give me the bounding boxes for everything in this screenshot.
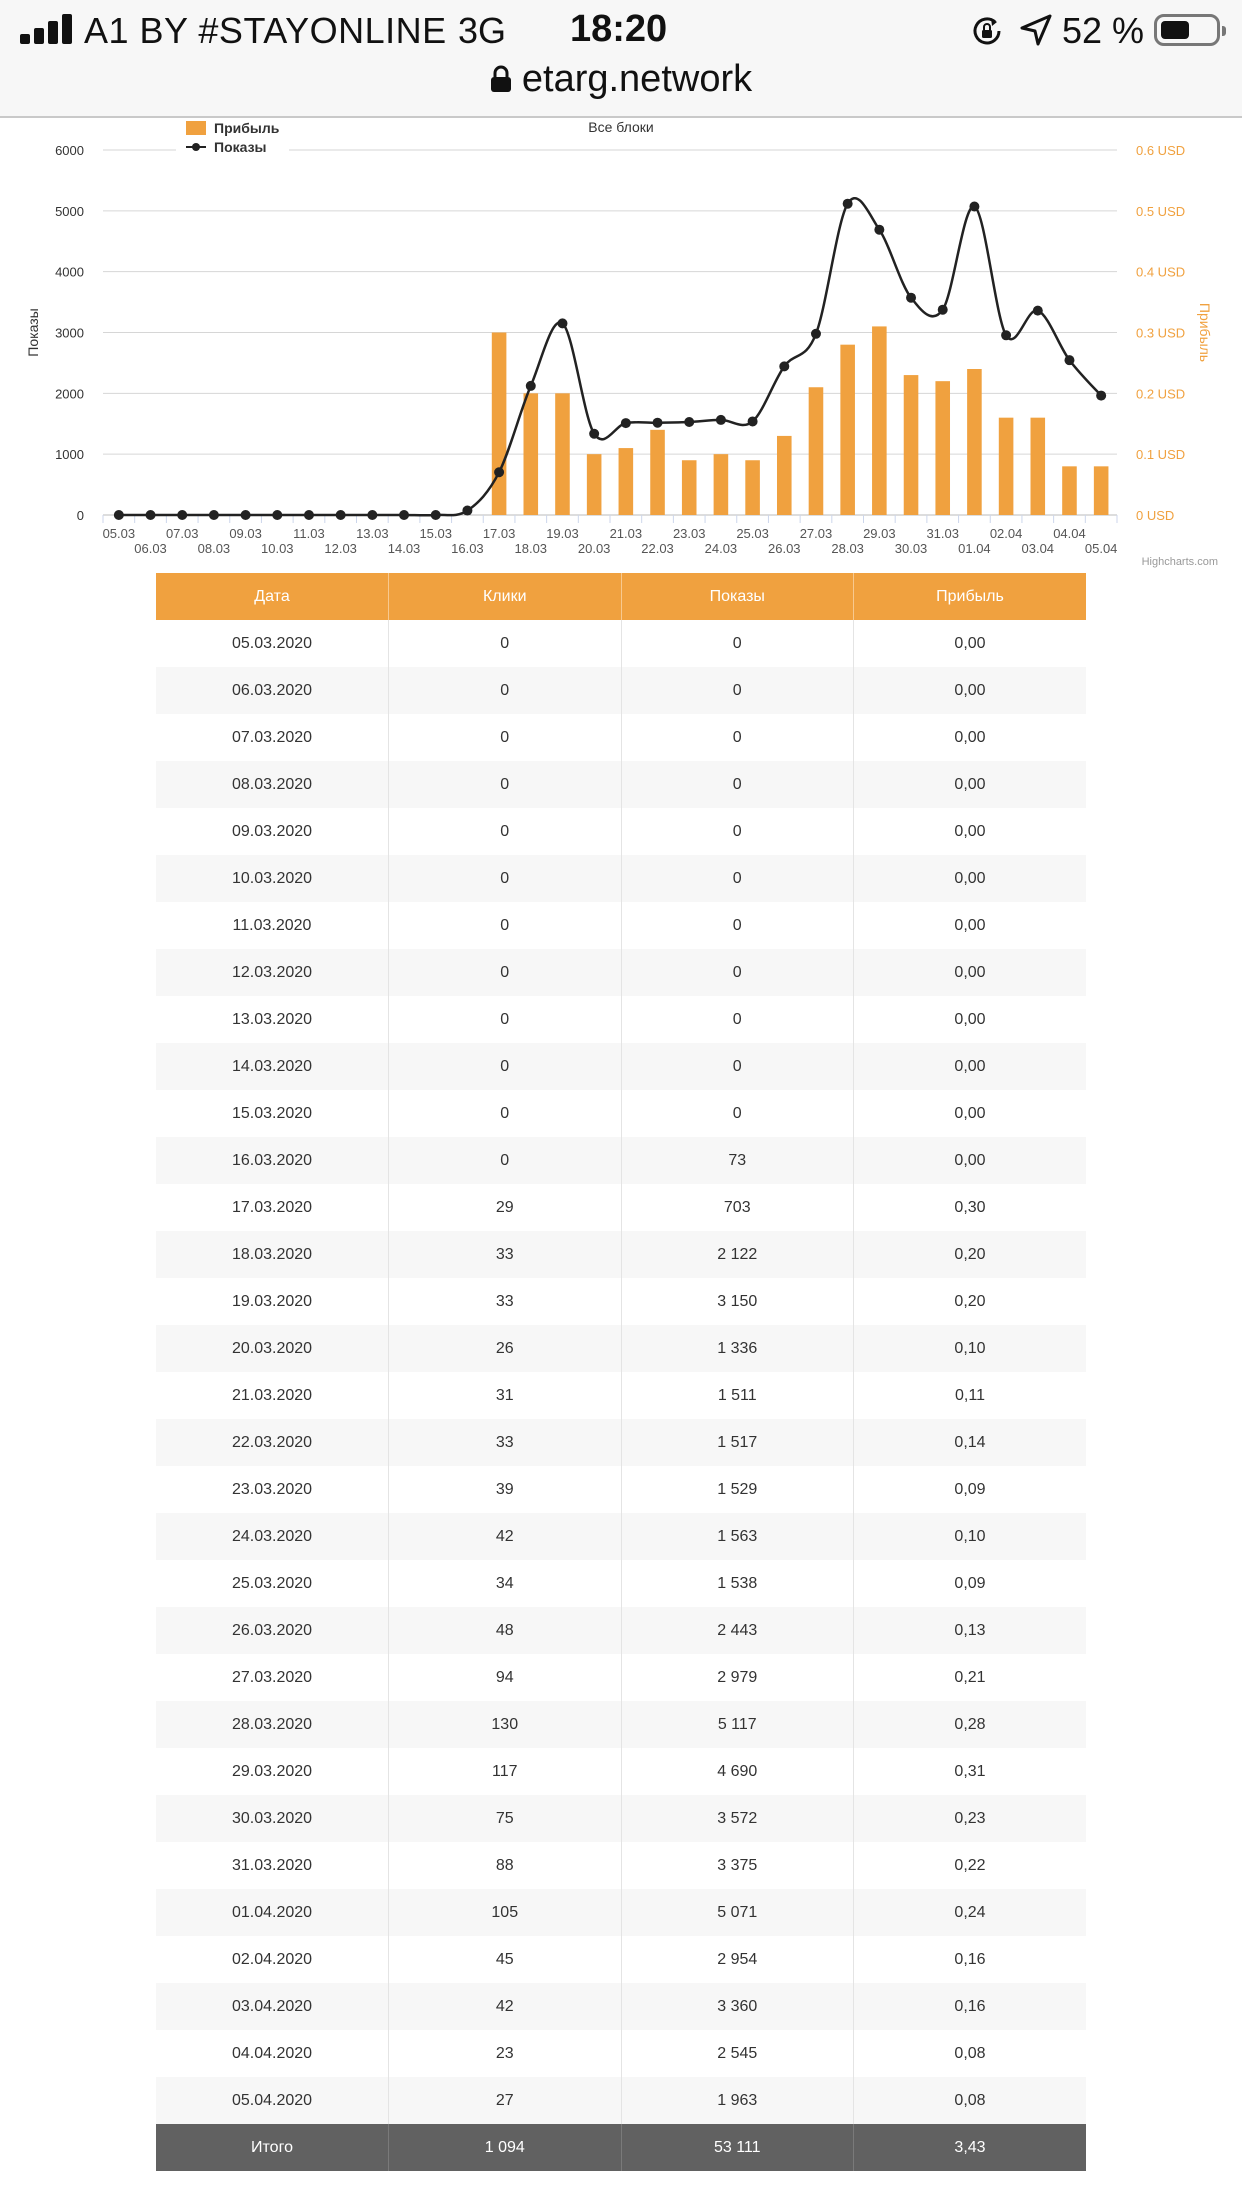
point-views [399, 510, 409, 520]
point-views [367, 510, 377, 520]
table-row [156, 1090, 1086, 1137]
y-left-axis-title: Показы [25, 308, 41, 357]
table-row [156, 620, 1086, 667]
bar-profit [840, 345, 855, 515]
cell-clicks: 29 [389, 1184, 622, 1231]
cell-profit: 0,00 [854, 761, 1087, 808]
cell-date: 20.03.2020 [156, 1325, 389, 1372]
cell-date: 13.03.2020 [231, 1010, 313, 1028]
table-row [156, 1325, 1086, 1372]
bar-profit [745, 460, 760, 515]
cell-views: 2 979 [621, 1654, 854, 1701]
point-views [431, 510, 441, 520]
cell-views: 0 [621, 1090, 854, 1137]
cell-date: 12.03.2020 [156, 949, 389, 996]
cell-profit: 0,22 [854, 1842, 1087, 1889]
cell-views: 0 [621, 808, 854, 855]
browser-top-bar [0, 0, 1242, 118]
y-right-tick-label: 0.3 USD [1136, 325, 1186, 341]
x-tick-label: 30.03 [894, 541, 928, 556]
bar-profit [619, 448, 634, 515]
cell-profit: 0,31 [854, 1748, 1087, 1795]
cell-clicks: 42 [389, 1983, 622, 2030]
legend-label-views: Показы [214, 139, 267, 155]
table-header-row [156, 573, 1086, 620]
table-row [156, 1936, 1086, 1983]
cell-views: 0 [621, 855, 854, 902]
cell-date: 24.03.2020 [156, 1513, 389, 1560]
cell-date: 03.04.2020 [156, 1983, 389, 2030]
bar-profit [492, 333, 507, 516]
cell-profit: 0,13 [854, 1607, 1087, 1654]
cell-date: 26.03.2020 [156, 1607, 389, 1654]
cell-profit: 0,00 [854, 808, 1087, 855]
y-right-tick-label: 0.4 USD [1136, 264, 1186, 280]
column-header-date[interactable]: Дата [156, 573, 389, 620]
table-row [156, 808, 1086, 855]
y-left-tick-label: 1000 [55, 447, 84, 463]
y-right-tick-label: 0.5 USD [1136, 203, 1186, 219]
x-tick-label: 02.04 [989, 526, 1023, 541]
rotation-lock-icon [970, 14, 1004, 48]
cell-profit: 0,00 [854, 949, 1087, 996]
x-tick-label: 11.03 [293, 526, 325, 541]
chart-credits[interactable]: Highcharts.com [1141, 556, 1218, 568]
cell-profit: 0,00 [854, 714, 1087, 761]
cell-views: 2 545 [621, 2030, 854, 2077]
x-tick-label: 01.04 [958, 541, 991, 556]
cell-clicks: 26 [389, 1325, 622, 1372]
cell-date: 06.03.2020 [156, 667, 389, 714]
cell-views: 4 690 [621, 1748, 854, 1795]
table-row [156, 996, 1086, 1043]
cell-views: 5 117 [621, 1701, 854, 1748]
x-tick-label: 08.03 [197, 541, 231, 556]
cell-date: 09.03.2020 [231, 822, 313, 840]
cell-clicks: 0 [389, 855, 622, 902]
cell-views: 0 [621, 761, 854, 808]
point-views [557, 318, 567, 328]
point-views [716, 415, 726, 425]
legend-item-views[interactable] [186, 139, 279, 158]
table-total-row [156, 2124, 1086, 2171]
x-tick-label: 28.03 [831, 541, 864, 556]
total-label: Итого [156, 2124, 389, 2171]
x-tick-label: 05.03 [102, 526, 136, 541]
cell-date: 07.03.2020 [231, 728, 313, 746]
cell-profit: 0,14 [854, 1419, 1087, 1466]
x-tick-label: 15.03 [419, 526, 452, 541]
cell-profit: 0,10 [854, 1513, 1087, 1560]
cell-profit: 0,00 [854, 855, 1087, 902]
cell-clicks: 33 [389, 1231, 622, 1278]
cell-clicks: 0 [389, 1137, 622, 1184]
point-views [336, 510, 346, 520]
cell-date: 22.03.2020 [156, 1419, 389, 1466]
cell-clicks: 117 [389, 1748, 622, 1795]
cell-views: 703 [621, 1184, 854, 1231]
cell-clicks: 27 [389, 2077, 622, 2124]
x-tick-label: 05.04 [1084, 541, 1118, 556]
url-text: etarg.network [521, 58, 753, 100]
table-row [156, 1795, 1086, 1842]
y-left-tick-label: 3000 [55, 325, 84, 341]
cell-views: 0 [621, 1043, 854, 1090]
point-views [589, 429, 599, 439]
cell-profit: 0,00 [854, 1090, 1087, 1137]
table-row [156, 1748, 1086, 1795]
x-tick-label: 10.03 [261, 541, 294, 556]
table-row [156, 761, 1086, 808]
x-tick-label: 09.03 [229, 526, 262, 541]
x-tick-label: 12.03 [324, 541, 357, 556]
point-views [811, 329, 821, 339]
cell-date: 18.03.2020 [156, 1231, 389, 1278]
bar-profit [777, 436, 792, 515]
table-row [156, 1842, 1086, 1889]
total-views: 53 111 [621, 2124, 854, 2171]
cell-profit: 0,24 [854, 1889, 1087, 1936]
table-row [156, 1889, 1086, 1936]
cell-views: 3 360 [621, 1983, 854, 2030]
point-views [653, 418, 663, 428]
table-row [156, 855, 1086, 902]
cell-views: 1 538 [621, 1560, 854, 1607]
point-views [272, 510, 282, 520]
table-row [156, 949, 1086, 996]
bar-profit [872, 326, 887, 515]
column-header-profit[interactable]: Прибыль [854, 573, 1087, 620]
cell-views: 1 336 [621, 1325, 854, 1372]
bar-profit [555, 393, 570, 515]
point-views [146, 510, 156, 520]
cell-date: 31.03.2020 [231, 1856, 313, 1874]
legend-item-profit[interactable] [186, 120, 279, 139]
location-arrow-icon [1018, 12, 1054, 48]
cell-clicks: 33 [389, 1419, 622, 1466]
lock-icon [490, 65, 512, 93]
bar-profit [1030, 418, 1045, 515]
point-views [462, 506, 472, 516]
point-views [209, 510, 219, 520]
cell-views: 0 [621, 620, 854, 667]
bar-profit [809, 387, 824, 515]
point-views [1001, 330, 1011, 340]
cell-profit: 0,00 [854, 1137, 1087, 1184]
point-views [526, 381, 536, 391]
cell-views: 0 [621, 667, 854, 714]
stats-chart [0, 118, 1242, 570]
cell-profit: 0,08 [854, 2030, 1087, 2077]
cell-clicks: 31 [389, 1372, 622, 1419]
cell-clicks: 0 [389, 808, 622, 855]
cell-profit: 0,21 [854, 1654, 1087, 1701]
x-tick-label: 07.03 [165, 526, 199, 541]
network-type: 3G [458, 10, 507, 51]
cell-clicks: 0 [389, 996, 622, 1043]
cell-clicks: 94 [389, 1654, 622, 1701]
cell-profit: 0,28 [854, 1701, 1087, 1748]
table-row [156, 1137, 1086, 1184]
point-views [177, 510, 187, 520]
point-views [304, 510, 314, 520]
point-views [114, 510, 124, 520]
table-row [156, 1654, 1086, 1701]
x-tick-label: 23.03 [672, 526, 706, 541]
cell-clicks: 0 [389, 1043, 622, 1090]
x-tick-label: 24.03 [704, 541, 738, 556]
bar-profit [904, 375, 919, 515]
table-row [156, 1701, 1086, 1748]
cell-date: 17.03.2020 [231, 1198, 313, 1216]
cell-profit: 0,00 [854, 902, 1087, 949]
table-row [156, 1372, 1086, 1419]
cell-profit: 0,11 [854, 1372, 1087, 1419]
cell-date: 04.04.2020 [231, 2044, 313, 2062]
cell-date: 10.03.2020 [156, 855, 389, 902]
x-tick-label: 27.03 [799, 526, 833, 541]
table-row [156, 1466, 1086, 1513]
y-right-tick-label: 0.1 USD [1136, 447, 1186, 463]
y-left-tick-label: 5000 [55, 203, 84, 219]
cell-views: 3 375 [621, 1842, 854, 1889]
cell-date: 14.03.2020 [156, 1043, 389, 1090]
table-body [156, 620, 1086, 2124]
cell-clicks: 0 [389, 714, 622, 761]
battery-percent: 52 % [1062, 10, 1145, 51]
cell-clicks: 75 [389, 1795, 622, 1842]
cell-profit: 0,10 [854, 1325, 1087, 1372]
cell-views: 2 954 [621, 1936, 854, 1983]
cell-clicks: 45 [389, 1936, 622, 1983]
table-row [156, 902, 1086, 949]
bar-profit [967, 369, 982, 515]
table-row [156, 1560, 1086, 1607]
y-right-tick-label: 0.2 USD [1136, 386, 1186, 402]
cell-clicks: 0 [389, 902, 622, 949]
table-row [156, 1278, 1086, 1325]
table-row [156, 667, 1086, 714]
cell-views: 3 572 [621, 1795, 854, 1842]
stats-table [156, 573, 1086, 2171]
cell-date: 05.04.2020 [156, 2077, 389, 2124]
total-profit: 3,43 [854, 2124, 1087, 2171]
battery-icon [1154, 14, 1220, 46]
cell-views: 1 963 [621, 2077, 854, 2124]
bar-profit [682, 460, 697, 515]
cell-date: 29.03.2020 [231, 1762, 313, 1780]
x-tick-label: 06.03 [134, 541, 167, 556]
cell-profit: 0,23 [854, 1795, 1087, 1842]
cell-clicks: 48 [389, 1607, 622, 1654]
cell-profit: 0,00 [854, 996, 1087, 1043]
legend-bar-swatch [186, 121, 206, 135]
cell-views: 1 529 [621, 1466, 854, 1513]
cell-views: 0 [621, 902, 854, 949]
table-row [156, 714, 1086, 761]
cell-views: 0 [621, 949, 854, 996]
cell-profit: 0,30 [854, 1184, 1087, 1231]
x-tick-label: 04.04 [1053, 526, 1086, 541]
cell-views: 5 071 [621, 1889, 854, 1936]
cell-profit: 0,20 [854, 1278, 1087, 1325]
chart-svg [0, 118, 1242, 570]
point-views [874, 225, 884, 235]
x-tick-label: 31.03 [926, 526, 959, 541]
cell-clicks: 0 [389, 620, 622, 667]
point-views [494, 467, 504, 477]
point-views [969, 202, 979, 212]
x-tick-label: 17.03 [482, 526, 516, 541]
line-views [119, 198, 1101, 515]
x-tick-label: 03.04 [1021, 541, 1055, 556]
y-left-tick-label: 0 [76, 508, 84, 523]
point-views [906, 293, 916, 303]
bar-profit [523, 393, 538, 515]
x-tick-label: 29.03 [863, 526, 896, 541]
cell-clicks: 88 [389, 1842, 622, 1889]
cell-profit: 0,00 [854, 667, 1087, 714]
table-row [156, 1513, 1086, 1560]
x-tick-label: 25.03 [736, 526, 769, 541]
point-views [748, 416, 758, 426]
cell-date: 27.03.2020 [231, 1668, 313, 1686]
status-bar [0, 0, 1242, 62]
x-tick-label: 13.03 [356, 526, 389, 541]
cell-clicks: 0 [389, 667, 622, 714]
cell-profit: 0,16 [854, 1936, 1087, 1983]
x-tick-label: 22.03 [641, 541, 674, 556]
x-tick-label: 16.03 [451, 541, 484, 556]
cell-views: 3 150 [621, 1278, 854, 1325]
table-row [156, 1231, 1086, 1278]
x-tick-label: 21.03 [609, 526, 643, 541]
cell-clicks: 42 [389, 1513, 622, 1560]
bar-profit [587, 454, 602, 515]
point-views [938, 305, 948, 315]
point-views [621, 418, 631, 428]
cell-profit: 0,20 [854, 1231, 1087, 1278]
column-header-views[interactable]: Показы [621, 573, 854, 620]
y-left-tick-label: 4000 [55, 264, 84, 280]
cell-profit: 0,09 [854, 1466, 1087, 1513]
table-row [156, 2030, 1086, 2077]
cell-profit: 0,00 [854, 1043, 1087, 1090]
cell-clicks: 23 [389, 2030, 622, 2077]
point-views [241, 510, 251, 520]
cell-clicks: 39 [389, 1466, 622, 1513]
point-views [1033, 306, 1043, 316]
y-right-tick-label: 0.6 USD [1136, 143, 1186, 158]
bar-profit [1062, 466, 1077, 515]
point-views [843, 199, 853, 209]
total-clicks: 1 094 [389, 2124, 622, 2171]
cell-profit: 0,09 [854, 1560, 1087, 1607]
bar-profit [999, 418, 1014, 515]
cell-date: 02.04.2020 [231, 1950, 313, 1968]
cell-views: 1 563 [621, 1513, 854, 1560]
cell-date: 16.03.2020 [156, 1137, 389, 1184]
cell-date: 28.03.2020 [156, 1701, 389, 1748]
cell-clicks: 0 [389, 1090, 622, 1137]
table-row [156, 1184, 1086, 1231]
point-views [779, 361, 789, 371]
table-row [156, 1419, 1086, 1466]
table-row [156, 1043, 1086, 1090]
status-time: 18:20 [570, 8, 668, 50]
x-tick-label: 19.03 [546, 526, 579, 541]
cell-date: 19.03.2020 [231, 1292, 313, 1310]
cell-clicks: 34 [389, 1560, 622, 1607]
bar-profit [650, 430, 665, 515]
cell-views: 1 517 [621, 1419, 854, 1466]
cell-date: 25.03.2020 [231, 1574, 313, 1592]
x-tick-label: 26.03 [768, 541, 801, 556]
signal-icon [20, 14, 74, 44]
cell-views: 73 [621, 1137, 854, 1184]
cell-profit: 0,16 [854, 1983, 1087, 2030]
cell-date: 08.03.2020 [156, 761, 389, 808]
cell-views: 2 443 [621, 1607, 854, 1654]
point-views [684, 417, 694, 427]
legend-label-profit: Прибыль [214, 120, 280, 136]
x-tick-label: 18.03 [514, 541, 548, 556]
cell-profit: 0,08 [854, 2077, 1087, 2124]
cell-profit: 0,00 [854, 620, 1087, 667]
cell-date: 05.03.2020 [231, 634, 313, 652]
cell-views: 0 [621, 714, 854, 761]
cell-views: 2 122 [621, 1231, 854, 1278]
point-views [1096, 391, 1106, 401]
bar-profit [714, 454, 729, 515]
cell-date: 30.03.2020 [156, 1795, 389, 1842]
address-bar[interactable] [0, 58, 1242, 106]
cell-date: 21.03.2020 [231, 1386, 313, 1404]
x-tick-label: 20.03 [577, 541, 611, 556]
y-left-tick-label: 2000 [55, 386, 84, 402]
cell-date: 11.03.2020 [232, 916, 312, 934]
carrier-name: A1 BY #STAYONLINE [84, 10, 447, 51]
chart-legend [176, 120, 289, 158]
y-left-tick-label: 6000 [55, 143, 84, 158]
y-right-axis-title: Прибыль [1197, 302, 1213, 363]
cell-date: 23.03.2020 [231, 1480, 313, 1498]
cell-clicks: 105 [389, 1889, 622, 1936]
x-tick-label: 14.03 [387, 541, 421, 556]
column-header-clicks[interactable]: Клики [389, 573, 622, 620]
chart-title: Все блоки [588, 119, 654, 135]
cell-views: 0 [621, 996, 854, 1043]
cell-clicks: 33 [389, 1278, 622, 1325]
table-row [156, 2077, 1086, 2124]
cell-date: 01.04.2020 [156, 1889, 389, 1936]
table-row [156, 1607, 1086, 1654]
cell-clicks: 130 [389, 1701, 622, 1748]
cell-clicks: 0 [389, 761, 622, 808]
cell-date: 15.03.2020 [231, 1104, 313, 1122]
table-row [156, 1983, 1086, 2030]
cell-views: 1 511 [621, 1372, 854, 1419]
point-views [1064, 355, 1074, 365]
cell-clicks: 0 [389, 949, 622, 996]
legend-line-swatch [186, 140, 206, 154]
bar-profit [935, 381, 950, 515]
y-right-tick-label: 0 USD [1136, 508, 1175, 523]
bar-profit [1094, 466, 1109, 515]
